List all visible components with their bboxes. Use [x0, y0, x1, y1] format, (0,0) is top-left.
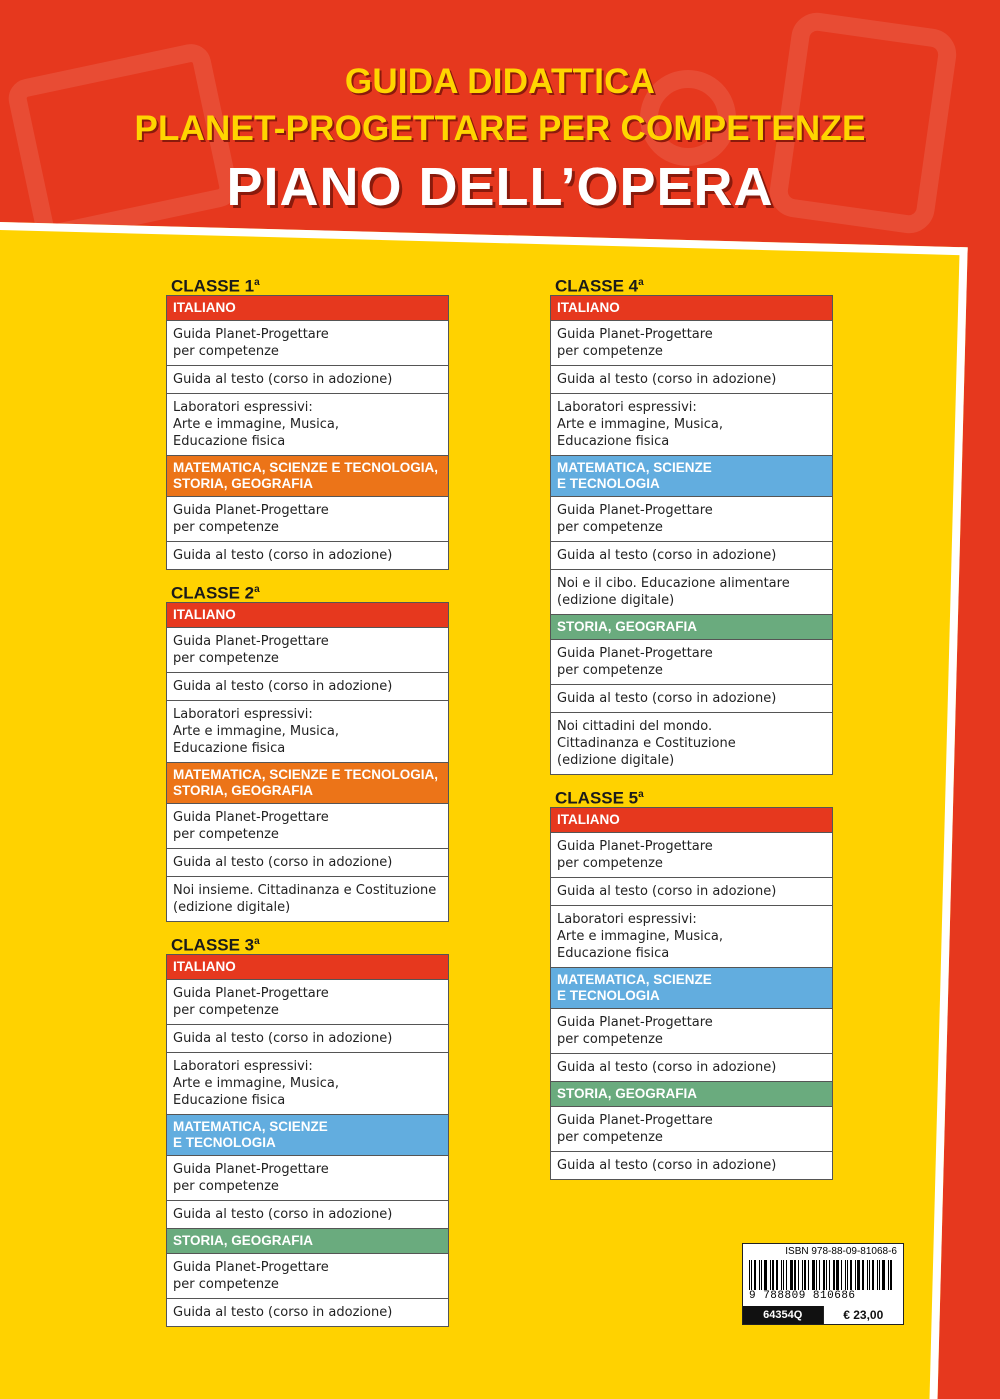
classe-superscript: a — [638, 277, 644, 288]
classe-superscript: a — [638, 789, 644, 800]
table-row: Guida al testo (corso in adozione) — [551, 1054, 832, 1082]
table-row: Guida al testo (corso in adozione) — [167, 366, 448, 394]
subject-header: MATEMATICA, SCIENZE E TECNOLOGIA — [551, 968, 832, 1009]
subject-header: ITALIANO — [551, 296, 832, 321]
classe-heading — [550, 273, 833, 296]
cover-header — [0, 58, 1000, 220]
barcode-bar — [877, 1260, 878, 1290]
table-row: Guida Planet-Progettare per competenze — [167, 1156, 448, 1201]
classe-table — [166, 954, 449, 1327]
product-code: 64354Q — [743, 1306, 823, 1324]
barcode-bar — [855, 1260, 856, 1290]
table-row: Guida Planet-Progettare per competenze — [551, 497, 832, 542]
classe-table — [550, 295, 833, 775]
classe-heading — [166, 932, 449, 955]
barcode-bar — [869, 1260, 870, 1290]
classe-label: CLASSE 3 — [171, 935, 255, 955]
barcode-bar — [872, 1260, 874, 1290]
barcode-bar — [804, 1260, 806, 1290]
table-row: Guida al testo (corso in adozione) — [167, 1025, 448, 1053]
table-row: Noi cittadini del mondo. Cittadinanza e Costituzione (edizione digitale) — [557, 719, 736, 768]
barcode-bar — [772, 1260, 774, 1290]
classe-label: CLASSE 2 — [171, 583, 255, 603]
barcode-bar — [764, 1260, 767, 1290]
barcode-bar — [847, 1260, 848, 1290]
table-row: Guida al testo (corso in adozione) — [551, 542, 832, 570]
subject-header: MATEMATICA, SCIENZE E TECNOLOGIA — [551, 456, 832, 497]
table-row: Laboratori espressivi: Arte e immagine, Musica, Educazione fisica — [167, 701, 448, 763]
subject-header: STORIA, GEOGRAFIA — [551, 615, 832, 640]
isbn-text: ISBN 978-88-09-81068-6 — [785, 1246, 897, 1257]
table-row: Guida al testo (corso in adozione) — [167, 673, 448, 701]
table-row: Laboratori espressivi: Arte e immagine, Musica, Educazione fisica — [167, 394, 448, 456]
barcode-bar — [808, 1260, 809, 1290]
barcode-bar — [802, 1260, 803, 1290]
barcode-bar — [751, 1260, 752, 1290]
barcode-bar — [798, 1260, 799, 1290]
barcode-bar — [759, 1260, 760, 1290]
barcode-bar — [816, 1260, 817, 1290]
barcode-bar — [786, 1260, 787, 1290]
barcode-bar — [790, 1260, 793, 1290]
table-row: Guida Planet-Progettare per competenze — [551, 640, 832, 685]
barcode-bar — [761, 1260, 762, 1290]
table-row: Guida al testo (corso in adozione) — [551, 366, 832, 394]
ean-number: 9 788809 810686 — [749, 1290, 856, 1302]
classe-superscript: a — [254, 277, 260, 288]
barcode-bar — [882, 1260, 885, 1290]
classe-superscript: a — [254, 584, 260, 595]
subject-header: ITALIANO — [551, 808, 832, 833]
table-row: Guida Planet-Progettare per competenze — [167, 628, 448, 673]
subject-header: STORIA, GEOGRAFIA — [167, 1229, 448, 1254]
right-column — [550, 273, 833, 1190]
table-row: Guida Planet-Progettare per competenze — [167, 1254, 448, 1299]
barcode-bar — [841, 1260, 842, 1290]
table-row: Guida al testo (corso in adozione) — [167, 1201, 448, 1229]
barcode-bars — [749, 1260, 897, 1290]
table-row: Guida Planet-Progettare per competenze — [167, 980, 448, 1025]
subject-header: ITALIANO — [167, 296, 448, 321]
barcode-bar — [823, 1260, 825, 1290]
classe-table — [550, 807, 833, 1180]
barcode-bar — [836, 1260, 839, 1290]
code-price-row — [743, 1306, 903, 1324]
table-row: Guida Planet-Progettare per competenze — [551, 321, 832, 366]
table-row: Guida Planet-Progettare per competenze — [551, 833, 832, 878]
table-row: Laboratori espressivi: Arte e immagine, Musica, Educazione fisica — [167, 1053, 448, 1115]
classe-label: CLASSE 1 — [171, 276, 255, 296]
title-line-3: PIANO DELL’OPERA — [226, 157, 774, 217]
barcode-bar — [829, 1260, 830, 1290]
table-row: Guida al testo (corso in adozione) — [173, 1305, 393, 1320]
subject-header: STORIA, GEOGRAFIA — [551, 1082, 832, 1107]
classe-table — [166, 295, 449, 570]
barcode-bar — [819, 1260, 820, 1290]
table-row: Noi e il cibo. Educazione alimentare (edizione digitale) — [551, 570, 832, 615]
left-column — [166, 273, 449, 1337]
subject-header: MATEMATICA, SCIENZE E TECNOLOGIA — [167, 1115, 448, 1156]
barcode-box — [742, 1243, 904, 1325]
table-row: Noi insieme. Cittadinanza e Costituzione (edizione digitale) — [173, 883, 437, 915]
barcode-bar — [845, 1260, 846, 1290]
barcode-bar — [781, 1260, 782, 1290]
classe-label: CLASSE 4 — [555, 276, 639, 296]
subject-header: ITALIANO — [167, 955, 448, 980]
barcode-bar — [850, 1260, 852, 1290]
barcode-bar — [794, 1260, 796, 1290]
classe-table — [166, 602, 449, 922]
barcode-bar — [833, 1260, 835, 1290]
barcode-bar — [867, 1260, 868, 1290]
classe-heading — [166, 273, 449, 296]
table-row: Guida al testo (corso in adozione) — [173, 548, 393, 563]
classe-heading — [166, 580, 449, 603]
table-row: Guida Planet-Progettare per competenze — [167, 321, 448, 366]
table-row: Guida al testo (corso in adozione) — [557, 1158, 777, 1173]
subject-header: ITALIANO — [167, 603, 448, 628]
barcode-bar — [776, 1260, 778, 1290]
barcode-bar — [857, 1260, 860, 1290]
table-row: Guida Planet-Progettare per competenze — [551, 1009, 832, 1054]
subject-header: MATEMATICA, SCIENZE E TECNOLOGIA, STORIA, GEOGRAFIA — [167, 763, 448, 804]
classe-superscript: a — [254, 936, 260, 947]
price-label: € 23,00 — [823, 1306, 904, 1324]
barcode-bar — [812, 1260, 815, 1290]
title-line-2: PLANET-PROGETTARE PER COMPETENZE — [134, 109, 866, 148]
subject-header: MATEMATICA, SCIENZE E TECNOLOGIA, STORIA, GEOGRAFIA — [167, 456, 448, 497]
table-row: Guida Planet-Progettare per competenze — [167, 804, 448, 849]
barcode-bar — [890, 1260, 892, 1290]
barcode-bar — [826, 1260, 827, 1290]
table-row: Guida Planet-Progettare per competenze — [551, 1107, 832, 1152]
barcode-bar — [862, 1260, 864, 1290]
barcode-bar — [754, 1260, 756, 1290]
classe-label: CLASSE 5 — [555, 788, 639, 808]
barcode-bar — [888, 1260, 889, 1290]
barcode-bar — [879, 1260, 880, 1290]
barcode-bar — [770, 1260, 771, 1290]
table-row: Laboratori espressivi: Arte e immagine, Musica, Educazione fisica — [551, 906, 832, 968]
table-row: Guida Planet-Progettare per competenze — [167, 497, 448, 542]
title-line-1: GUIDA DIDATTICA — [344, 62, 656, 101]
barcode-bar — [783, 1260, 784, 1290]
table-row: Guida al testo (corso in adozione) — [551, 685, 832, 713]
table-row: Guida al testo (corso in adozione) — [551, 878, 832, 906]
classe-heading — [550, 785, 833, 808]
table-row: Guida al testo (corso in adozione) — [167, 849, 448, 877]
table-row: Laboratori espressivi: Arte e immagine, Musica, Educazione fisica — [551, 394, 832, 456]
barcode-bar — [749, 1260, 750, 1290]
